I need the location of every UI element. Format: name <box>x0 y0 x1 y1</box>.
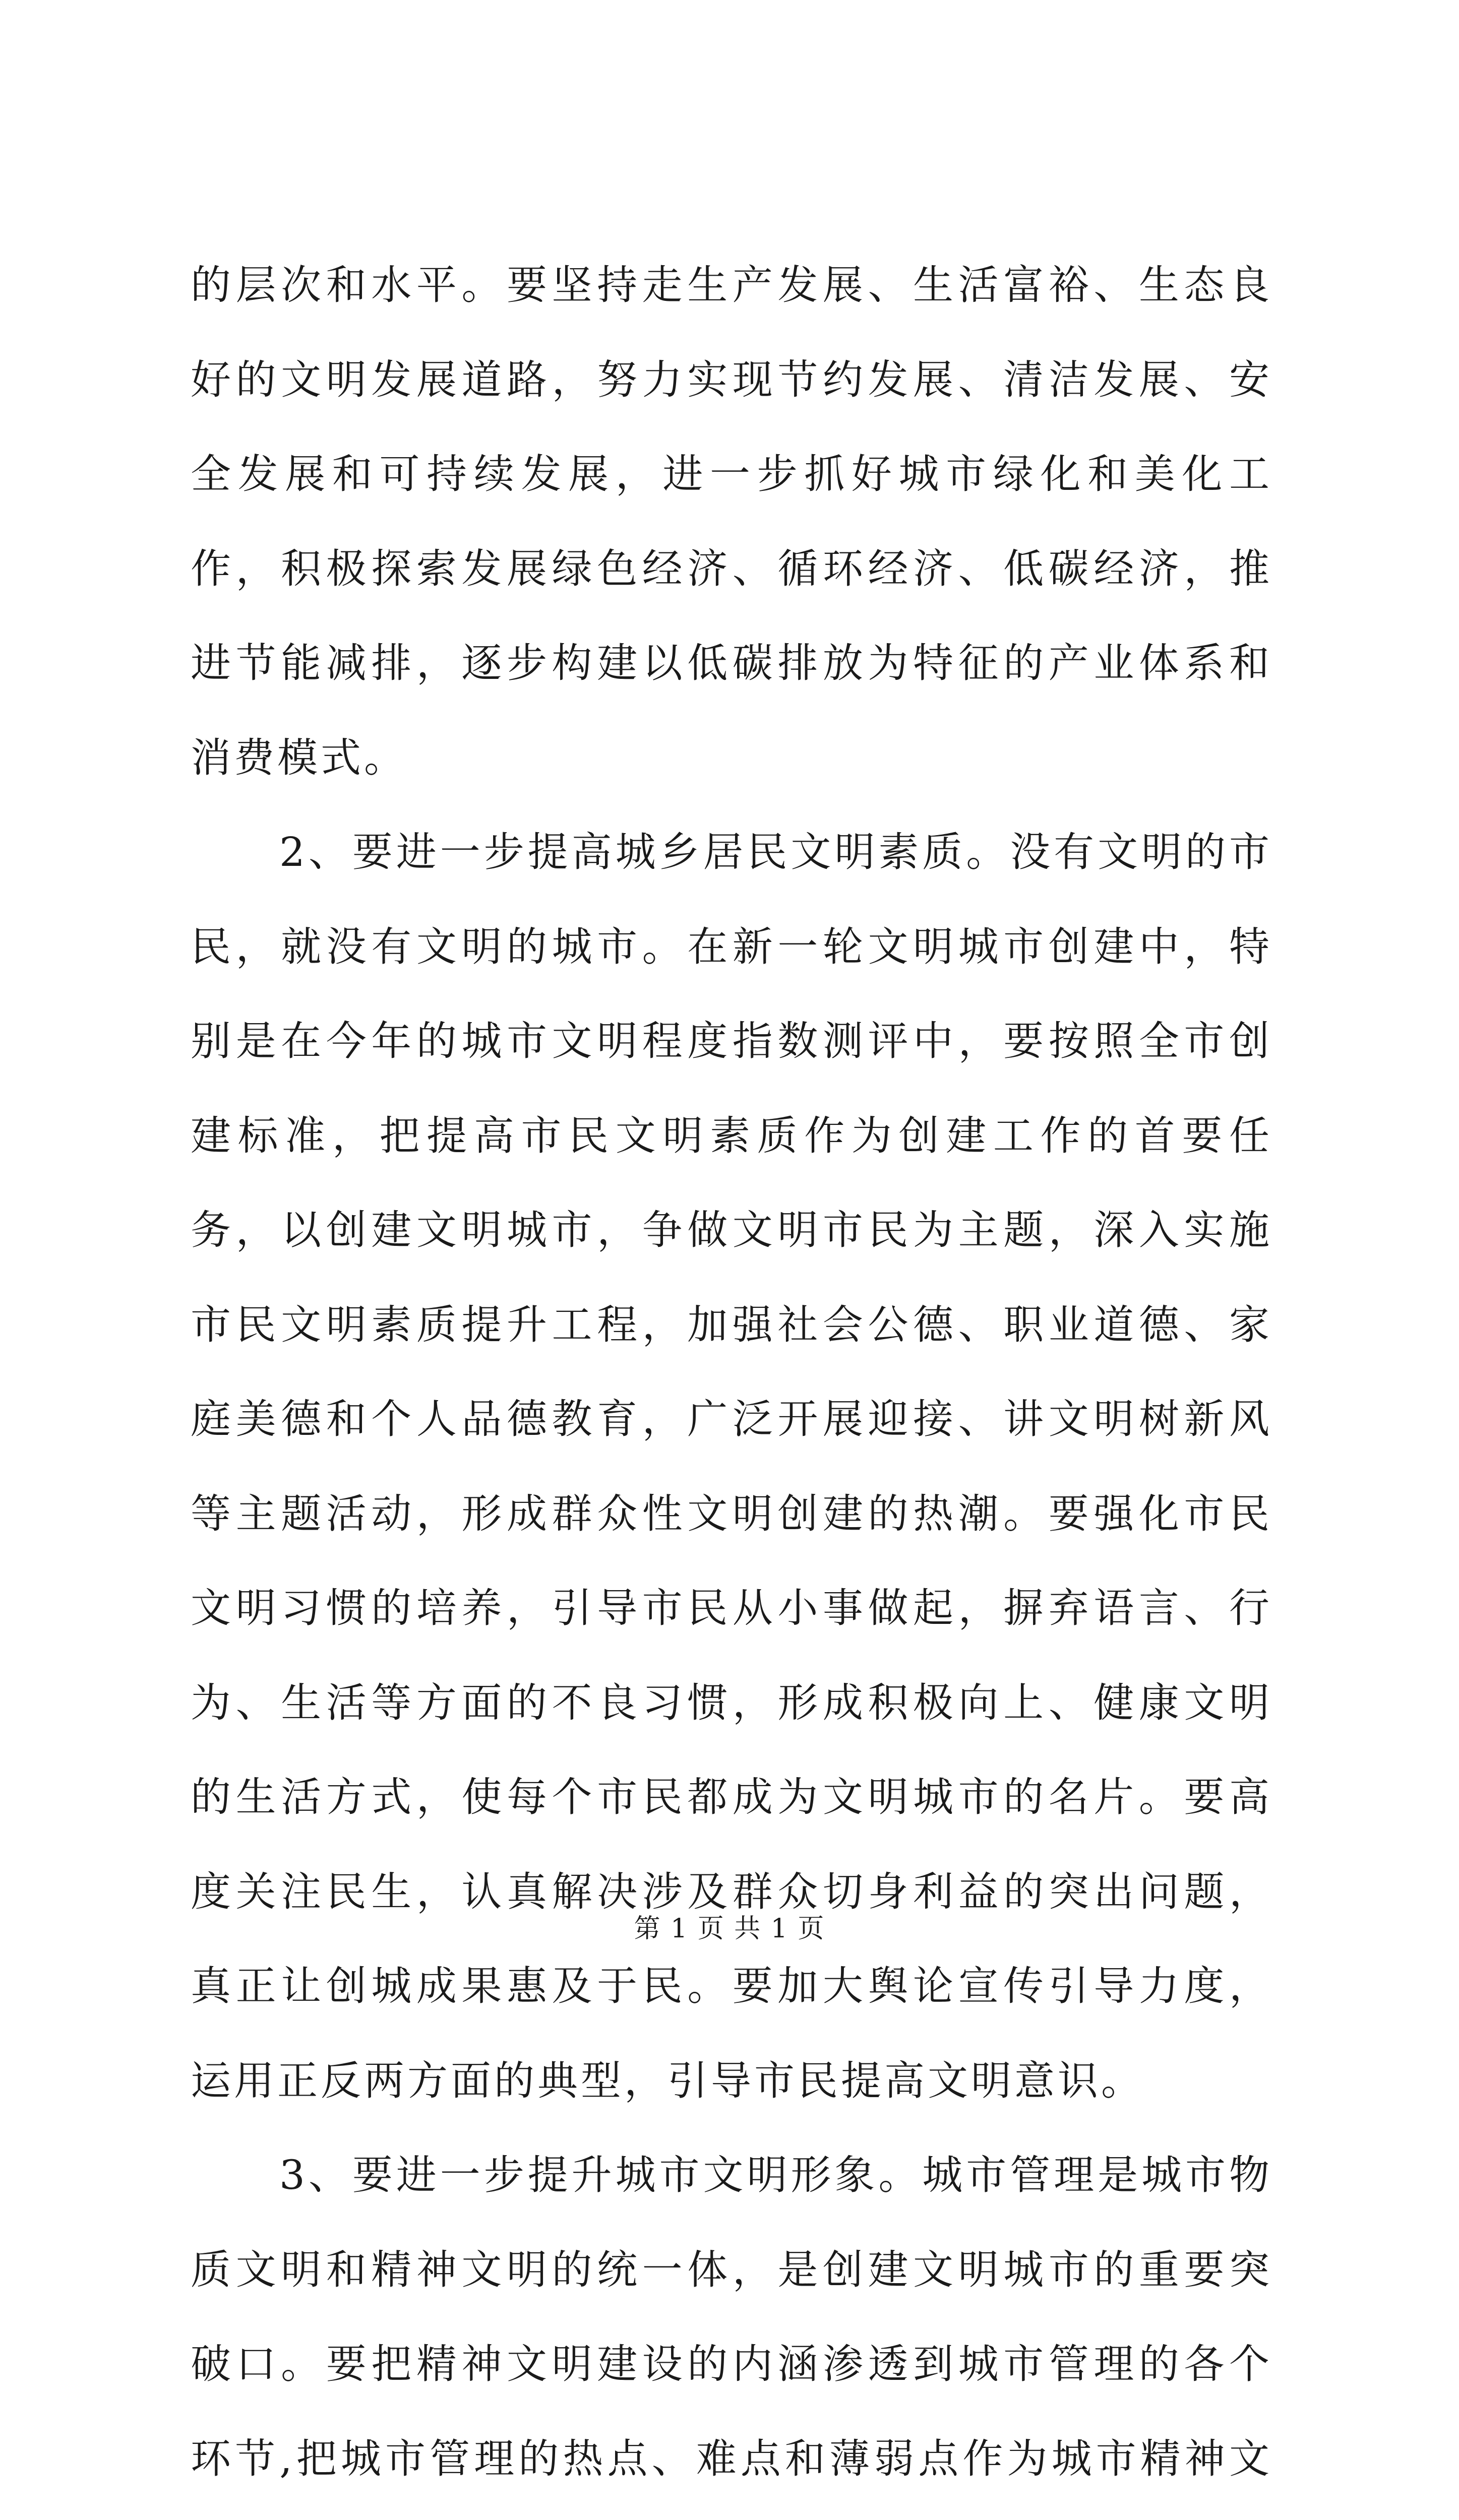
paragraph-item-2: 2、要进一步提高城乡居民文明素质。没有文明的市民，就没有文明的城市。在新一轮文明城市创建中，特别是在今年的城市文明程度指数测评中，要按照全市创建标准，把提高市民文明素质作为创建工作的首要任务，以创建文明城市，争做文明市民为主题，深入实施市民文明素质提升工程，加强社会公德、职业道德、家庭美德和个人品德教育，广泛开展迎接、讲文明树新风等主题活动，形成群众性文明创建的热潮。要强化市民文明习惯的培养，引导市民从小事做起，摒弃语言、行为、生活等方面的不良习惯，形成积极向上、健康文明的生活方式，使每个市民都成为文明城市的名片。要高度关注民生，认真解决涉及群众切身利益的突出问题，真正让创城成果惠及于民。要加大舆论宣传引导力度，运用正反两方面的典型，引导市民提高文明意识。 <box>191 829 1272 2104</box>
paragraph-continuation: 的层次和水平。要坚持走生产发展、生活富裕、生态良好的文明发展道路，努力实现节约发展、清洁发展、安全发展和可持续发展，进一步抓好城市绿化和美化工作，积极探索发展绿色经济、循环经济、低碳经济，推进节能减排，逐步构建以低碳排放为特征的产业体系和消费模式。 <box>191 262 1272 781</box>
paragraph-item-3: 3、要进一步提升城市文明形象。城市管理是城市物质文明和精神文明的统一体，是创建文明城市的重要突破口。要把精神文明建设的内涵渗透到城市管理的各个环节,把城市管理的热点、难点和薄弱点作为城市精神文 <box>191 2152 1272 2482</box>
page-footer: 第 1 页 共 1 页 <box>634 1914 825 1944</box>
document-body <box>191 238 1272 2520</box>
